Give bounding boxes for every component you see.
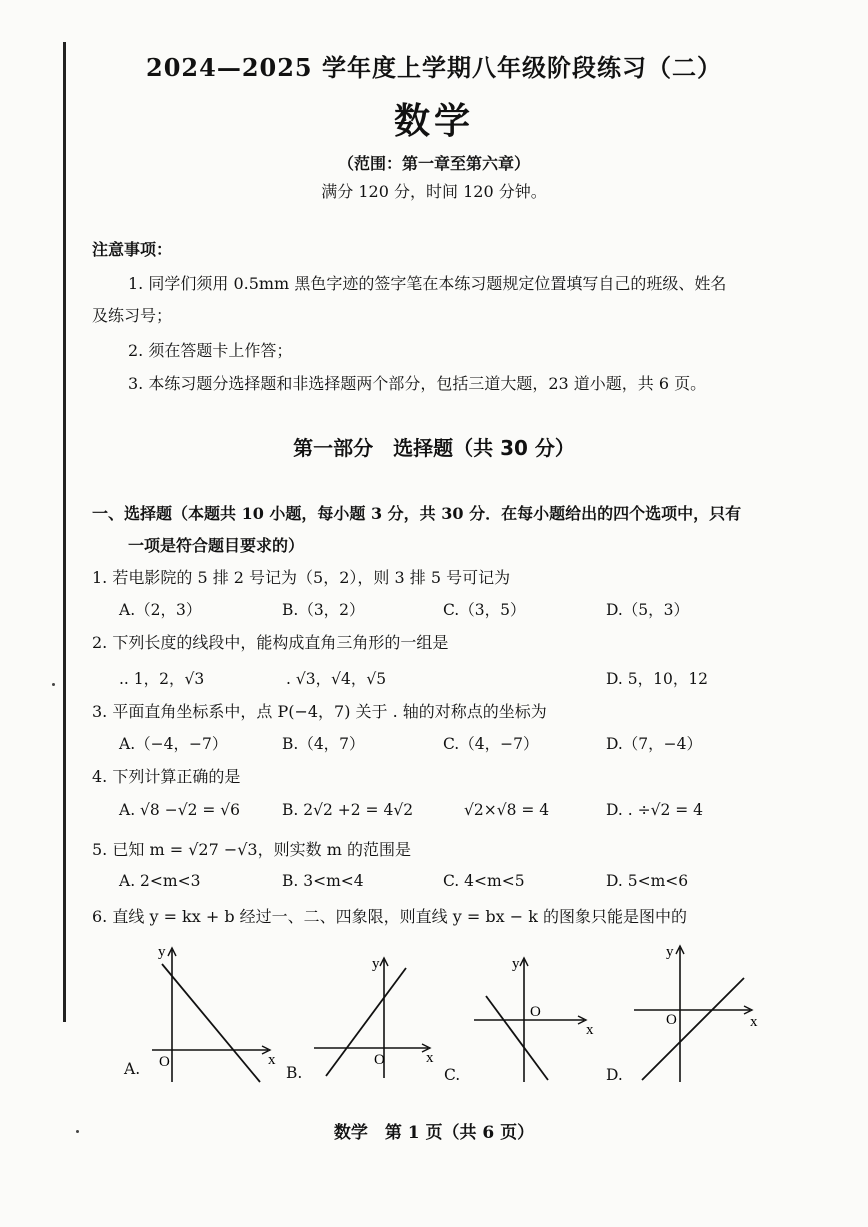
question-4-option-c: √2×√8 = 4 — [464, 801, 550, 819]
notice-item-2: 2. 须在答题卡上作答； — [128, 341, 293, 360]
question-6-stem: 6. 直线 y = kx + b 经过一、二、四象限，则直线 y = bx − k 的图象只能是图中的 — [92, 907, 688, 926]
question-5-option-a: A. 2<m<3 — [119, 872, 201, 890]
question-6-option-c: C. — [444, 1066, 461, 1084]
question-4-option-a: A. √8 −√2 = √6 — [119, 801, 241, 819]
notice-item-3: 3. 本练习题分选择题和非选择题两个部分，包括三道大题，23 道小题，共 6 页。 — [128, 374, 707, 393]
question-1-option-b: B.（3，2） — [282, 601, 365, 619]
question-5-option-b: B. 3<m<4 — [282, 872, 364, 890]
subject-title: 数学 — [393, 101, 474, 142]
question-6-option-d: D. — [606, 1066, 623, 1084]
part-one-title: 第一部分 选择题（共 30 分） — [293, 436, 575, 460]
question-5-option-d: D. 5<m<6 — [606, 872, 689, 890]
origin-label: O — [374, 1052, 385, 1068]
x-axis-label: x — [750, 1014, 758, 1030]
graph-option-a — [150, 942, 280, 1084]
question-6-option-b: B. — [286, 1064, 303, 1082]
origin-label: O — [666, 1012, 677, 1028]
y-axis-label: y — [666, 944, 674, 960]
section-instructions-cont: 一项是符合题目要求的） — [128, 536, 305, 555]
question-2-option-b: . √3，√4，√5 — [286, 670, 387, 688]
question-3-option-c: C.（4，−7） — [443, 735, 539, 753]
exam-scope: （范围：第一章至第六章） — [337, 154, 530, 173]
question-1-option-a: A.（2，3） — [119, 601, 202, 619]
question-3-stem: 3. 平面直角坐标系中，点 P(−4，7) 关于 . 轴的对称点的坐标为 — [92, 702, 547, 721]
x-axis-label: x — [586, 1022, 594, 1038]
exam-title: 2024—2025 学年度上学期八年级阶段练习（二） — [146, 53, 722, 82]
question-2-option-a: .. 1，2，√3 — [119, 670, 205, 688]
question-3-option-b: B.（4，7） — [282, 735, 365, 753]
question-1-option-d: D.（5，3） — [606, 601, 690, 619]
question-2-stem: 2. 下列长度的线段中，能构成直角三角形的一组是 — [92, 633, 449, 652]
question-4-option-d: D. . ÷√2 = 4 — [606, 801, 704, 819]
question-4-stem: 4. 下列计算正确的是 — [92, 767, 241, 786]
x-axis-label: x — [426, 1050, 434, 1066]
origin-label: O — [530, 1004, 541, 1020]
question-5-stem: 5. 已知 m = √27 −√3，则实数 m 的范围是 — [92, 840, 411, 859]
origin-label: O — [159, 1054, 170, 1070]
y-axis-label: y — [158, 944, 166, 960]
y-axis-label: y — [372, 956, 380, 972]
graph-option-d — [632, 940, 764, 1084]
notice-item-1-cont: 及练习号； — [92, 306, 173, 325]
page-footer: 数学 第 1 页（共 6 页） — [333, 1123, 535, 1143]
notice-item-1: 1. 同学们须用 0.5mm 黑色字迹的签字笔在本练习题规定位置填写自己的班级、姓名 — [128, 274, 727, 293]
question-1-stem: 1. 若电影院的 5 排 2 号记为（5，2），则 3 排 5 号可记为 — [92, 568, 511, 587]
graph-option-b — [312, 952, 442, 1080]
question-1-option-c: C.（3，5） — [443, 601, 526, 619]
graph-option-c — [472, 952, 602, 1084]
scan-speck — [52, 683, 55, 686]
x-axis-label: x — [268, 1052, 276, 1068]
question-3-option-a: A.（−4，−7） — [119, 735, 228, 753]
y-axis-label: y — [512, 956, 520, 972]
question-3-option-d: D.（7，−4） — [606, 735, 703, 753]
question-2-option-d: D. 5，10，12 — [606, 670, 709, 688]
question-5-option-c: C. 4<m<5 — [443, 872, 525, 890]
question-6-option-a: A. — [124, 1060, 141, 1078]
question-4-option-b: B. 2√2 +2 = 4√2 — [282, 801, 414, 819]
notice-title: 注意事项： — [92, 240, 173, 259]
section-instructions: 一、选择题（本题共 10 小题，每小题 3 分，共 30 分．在每小题给出的四个选项中，只有 — [92, 504, 742, 523]
score-time: 满分 120 分，时间 120 分钟。 — [321, 182, 547, 201]
